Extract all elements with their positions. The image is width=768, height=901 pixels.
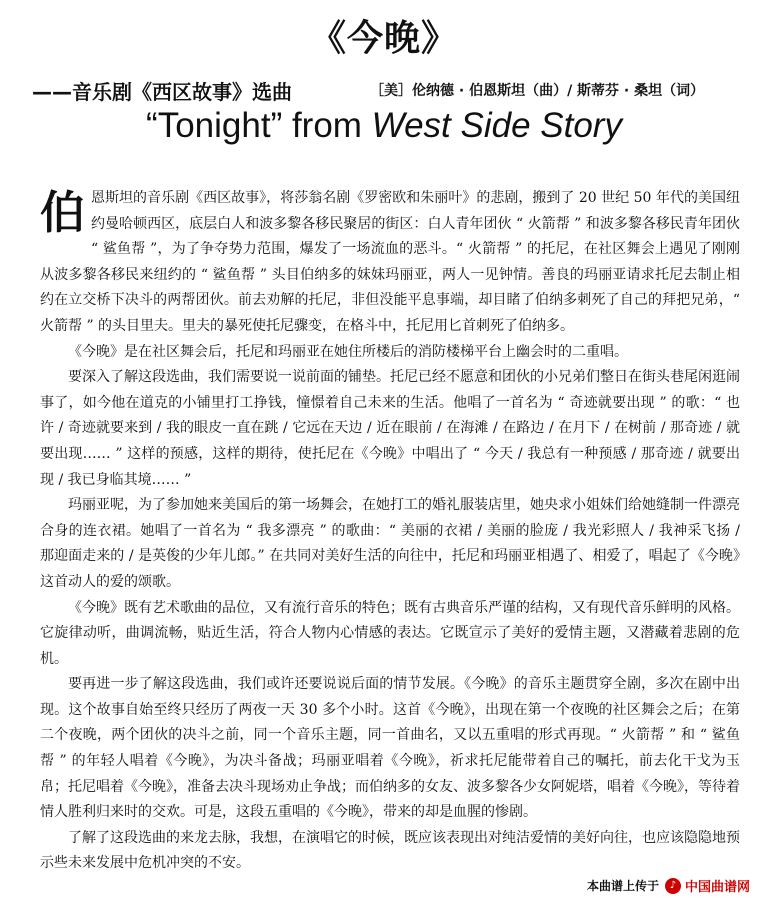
page-title: 《今晚》 [309, 18, 458, 59]
footer [587, 876, 750, 895]
page-subtitle: ——音乐剧《西区故事》选曲 [32, 80, 292, 104]
english-title [0, 106, 768, 146]
music-logo-icon: ♪ [665, 878, 681, 894]
drop-cap: 伯 [40, 186, 86, 239]
paragraph-7: 了解了这段选曲的来龙去脉，我想，在演唱它的时候，既应该表现出对纯洁爱情的美好向往，也应该隐隐地预示些未来发展中危机冲突的不安。 [40, 829, 740, 872]
paragraph-2: 《今晚》是在社区舞会后，托尼和玛丽亚在她住所楼后的消防楼梯平台上幽会时的二重唱。 [68, 343, 628, 360]
paragraph-3: 要深入了解这段选曲，我们需要说一说前面的铺垫。托尼已经不愿意和团伙的小兄弟们整日在街头巷尾闲逛闹事了，如今他在道克的小铺里打工挣钱，憧憬着自己未来的生活。他唱了一首名为 “ 奇迹就要出现 ” 的歌：“ 也许 / 奇迹就要来到 / 我的眼皮一直在跳 / 它远在天边 / 近在眼前 / 在海滩 / 在路边 / 在月下 / 在树前 / 那奇迹 / 就要出现…… ” 这样的预感，这样的期待，使托尼在《今晚》中唱出了 “ 今天 / 我总有一种预感 / 那奇迹 / 就要出现 / 我已身临其境…… ” [40, 369, 740, 488]
site-name: 中国曲谱网 [684, 880, 750, 895]
article-body [40, 186, 740, 877]
paragraph-4: 玛丽亚呢，为了参加她来美国后的第一场舞会，在她打工的婚礼服装店里，她央求小姐妹们给她缝制一件漂亮合身的连衣裙。她唱了一首名为 “ 我多漂亮 ” 的歌曲：“ 美丽的衣裙 / 美丽的脸庞 / 我光彩照人 / 我神采飞扬 / 那迎面走来的 / 是英俊的少年儿郎。” 在共同对美好生活的向往中，托尼和玛丽亚相遇了、相爱了，唱起了《今晚》这首动人的爱的颂歌。 [40, 497, 740, 590]
english-title-italic: West Side Story [371, 106, 622, 145]
paragraph-1 [40, 186, 740, 340]
english-title-prefix: “Tonight” from [146, 106, 372, 145]
site-logo[interactable] [665, 876, 750, 895]
paragraph-5: 《今晚》既有艺术歌曲的品位，又有流行音乐的特色；既有古典音乐严谨的结构，又有现代音乐鲜明的风格。它旋律动听，曲调流畅，贴近生活，符合人物内心情感的表达。它既宣示了美好的爱情主题，又潜藏着悲剧的危机。 [40, 599, 740, 667]
paragraph-6: 要再进一步了解这段选曲，我们或许还要说说后面的情节发展。《今晚》的音乐主题贯穿全剧，多次在剧中出现。这个故事自始至终只经历了两夜一天 30 多个小时。这首《今晚》，出现在第一个夜晚的社区舞会之后；在第二个夜晚，两个团伙的决斗之前，同一个音乐主题，同一首曲名，又以五重唱的形式再现。“ 火箭帮 ” 和 “ 鲨鱼帮 ” 的年轻人唱着《今晚》，为决斗备战；玛丽亚唱着《今晚》，祈求托尼能带着自己的嘱托，前去化干戈为玉帛；托尼唱着《今晚》，准备去决斗现场劝止争战；而伯纳多的女友、波多黎各少女阿妮塔，唱着《今晚》，等待着情人胜利归来时的交欢。可是，这段五重唱的《今晚》，带来的却是血腥的惨剧。 [40, 676, 740, 821]
paragraph-1-text: 恩斯坦的音乐剧《西区故事》，将莎翁名剧《罗密欧和朱丽叶》的悲剧，搬到了 20 世纪 50 年代的美国纽约曼哈顿西区，底层白人和波多黎各移民聚居的街区：白人青年团伙 “ 火箭帮 ” 和波多黎各移民青年团伙 “ 鲨鱼帮 ”，为了争夺势力范围，爆发了一场流血的恶斗。“ 火箭帮 ” 的托尼，在社区舞会上遇见了刚刚从波多黎各移民来纽约的 “ 鲨鱼帮 ” 头目伯纳多的妹妹玛丽亚，两人一见钟情。善良的玛丽亚请求托尼去制止相约在立交桥下决斗的两帮团伙。前去劝解的托尼，非但没能平息事端，却目睹了伯纳多刺死了自己的拜把兄弟，“ 火箭帮 ” 的头目里夫。里夫的暴死使托尼骤变，在格斗中，托尼用匕首刺死了伯纳多。 [40, 190, 740, 334]
composer-credits: ［美］伦纳德 · 伯恩斯坦（曲）/ 斯蒂芬 · 桑坦（词） [370, 83, 705, 99]
upload-text: 本曲谱上传于 [586, 879, 659, 893]
